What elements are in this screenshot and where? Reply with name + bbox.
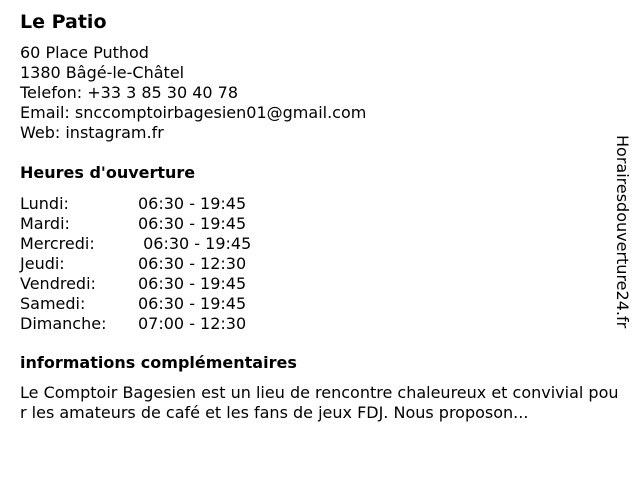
day-label: Vendredi: <box>20 274 96 293</box>
time-range: 07:00 - 12:30 <box>138 314 247 333</box>
time-range: 06:30 - 19:45 <box>138 274 247 293</box>
day-label: Dimanche: <box>20 314 107 333</box>
day-label: Mardi: <box>20 214 70 233</box>
additional-info-heading: informations complémentaires <box>20 353 297 372</box>
day-label: Samedi: <box>20 294 86 313</box>
day-label: Lundi: <box>20 194 69 213</box>
time-range: 06:30 - 12:30 <box>138 254 247 273</box>
site-watermark: Horairesdouverture24.fr <box>613 135 632 329</box>
time-range: 06:30 - 19:45 <box>138 294 247 313</box>
web-line: Web: instagram.fr <box>20 123 164 142</box>
day-label: Jeudi: <box>20 254 65 273</box>
business-name: Le Patio <box>20 11 107 33</box>
time-range: 06:30 - 19:45 <box>138 234 252 253</box>
time-range: 06:30 - 19:45 <box>138 194 247 213</box>
contact-block <box>20 43 366 143</box>
address-street: 60 Place Puthod <box>20 43 149 62</box>
business-description: Le Comptoir Bagesien est un lieu de rencontre chaleureux et convivial pour les amateurs de café et les fans de jeux FDJ. Nous proposon... <box>20 383 619 422</box>
time-range: 06:30 - 19:45 <box>138 214 247 233</box>
day-label: Mercredi: <box>20 234 95 253</box>
opening-hours-heading: Heures d'ouverture <box>20 163 196 182</box>
email-line: Email: snccomptoirbagesien01@gmail.com <box>20 103 367 122</box>
phone-line: Telefon: +33 3 85 30 40 78 <box>20 83 239 102</box>
address-city: 1380 Bâgé-le-Châtel <box>20 63 185 82</box>
